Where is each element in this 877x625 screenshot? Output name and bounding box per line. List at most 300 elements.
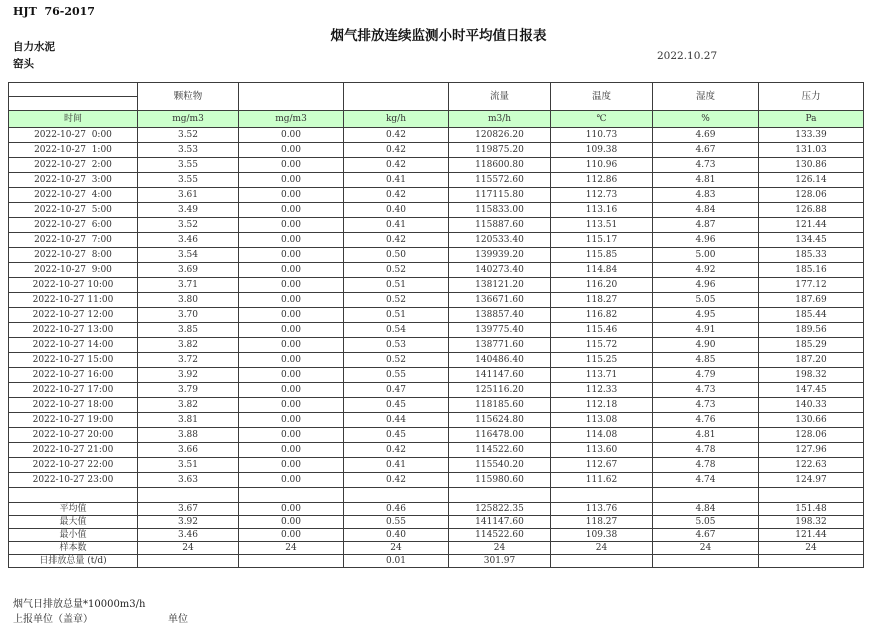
report-table-head <box>9 83 864 128</box>
value-cell: 115.85 <box>551 248 653 263</box>
value-cell: 113.16 <box>551 203 653 218</box>
value-cell: 117115.80 <box>449 188 551 203</box>
summary-value-cell <box>551 555 653 568</box>
summary-value-cell: 118.27 <box>551 516 653 529</box>
value-cell: 3.52 <box>138 128 239 143</box>
value-cell: 3.92 <box>138 368 239 383</box>
value-cell: 115.17 <box>551 233 653 248</box>
summary-label-cell: 最小值 <box>9 529 138 542</box>
footer-unit-label: 单位 <box>168 614 188 625</box>
value-cell: 0.44 <box>344 413 449 428</box>
value-cell: 0.42 <box>344 143 449 158</box>
value-cell: 4.69 <box>653 128 759 143</box>
summary-value-cell: 113.76 <box>551 503 653 516</box>
value-cell: 115540.20 <box>449 458 551 473</box>
unit-header-cell: mg/m3 <box>138 111 239 128</box>
unit-header-row <box>9 111 864 128</box>
value-cell: 0.00 <box>239 173 344 188</box>
table-row <box>9 338 864 353</box>
time-cell: 2022-10-27 11:00 <box>9 293 138 308</box>
value-cell: 4.74 <box>653 473 759 488</box>
value-cell: 3.61 <box>138 188 239 203</box>
value-cell: 4.78 <box>653 458 759 473</box>
value-cell: 0.00 <box>239 473 344 488</box>
value-cell: 4.92 <box>653 263 759 278</box>
group-header-row <box>9 83 864 111</box>
value-cell: 0.45 <box>344 398 449 413</box>
time-cell: 2022-10-27 8:00 <box>9 248 138 263</box>
summary-value-cell <box>759 555 864 568</box>
value-cell: 4.90 <box>653 338 759 353</box>
value-cell: 3.70 <box>138 308 239 323</box>
value-cell: 0.42 <box>344 128 449 143</box>
value-cell: 0.42 <box>344 233 449 248</box>
value-cell: 113.08 <box>551 413 653 428</box>
value-cell: 140273.40 <box>449 263 551 278</box>
report-title: 烟气排放连续监测小时平均值日报表 <box>330 28 547 44</box>
value-cell: 0.00 <box>239 218 344 233</box>
value-cell: 0.00 <box>239 263 344 278</box>
standard-code: HJT 76-2017 <box>13 5 95 18</box>
table-row <box>9 368 864 383</box>
time-cell: 2022-10-27 22:00 <box>9 458 138 473</box>
value-cell: 119875.20 <box>449 143 551 158</box>
time-header-cell: 时间 <box>9 111 138 128</box>
table-row <box>9 203 864 218</box>
company-name: 自力水泥 <box>13 41 55 53</box>
summary-value-cell: 0.55 <box>344 516 449 529</box>
table-row <box>9 188 864 203</box>
summary-row <box>9 555 864 568</box>
value-cell: 3.82 <box>138 398 239 413</box>
summary-label-cell: 日排放总量 (t/d) <box>9 555 138 568</box>
value-cell: 118600.80 <box>449 158 551 173</box>
value-cell: 3.46 <box>138 233 239 248</box>
empty-cell <box>653 488 759 503</box>
table-row <box>9 218 864 233</box>
value-cell: 0.53 <box>344 338 449 353</box>
value-cell: 0.54 <box>344 323 449 338</box>
value-cell: 114.08 <box>551 428 653 443</box>
value-cell: 0.00 <box>239 278 344 293</box>
table-row <box>9 443 864 458</box>
spacer-row <box>9 488 864 503</box>
value-cell: 115980.60 <box>449 473 551 488</box>
table-row <box>9 308 864 323</box>
value-cell: 0.00 <box>239 248 344 263</box>
value-cell: 0.00 <box>239 308 344 323</box>
value-cell: 0.00 <box>239 458 344 473</box>
value-cell: 115572.60 <box>449 173 551 188</box>
group-header-cell <box>239 83 344 111</box>
value-cell: 0.52 <box>344 263 449 278</box>
summary-value-cell: 4.67 <box>653 529 759 542</box>
summary-value-cell: 24 <box>344 542 449 555</box>
time-group-header-cell <box>9 83 138 111</box>
value-cell: 4.96 <box>653 233 759 248</box>
value-cell: 0.51 <box>344 308 449 323</box>
value-cell: 114.84 <box>551 263 653 278</box>
value-cell: 131.03 <box>759 143 864 158</box>
value-cell: 4.78 <box>653 443 759 458</box>
value-cell: 3.51 <box>138 458 239 473</box>
value-cell: 0.52 <box>344 353 449 368</box>
summary-value-cell: 151.48 <box>759 503 864 516</box>
value-cell: 4.67 <box>653 143 759 158</box>
value-cell: 3.55 <box>138 158 239 173</box>
footer-total-note: 烟气日排放总量*10000m3/h <box>13 599 146 610</box>
table-row <box>9 173 864 188</box>
group-header-cell: 颗粒物 <box>138 83 239 111</box>
table-row <box>9 143 864 158</box>
time-cell: 2022-10-27 1:00 <box>9 143 138 158</box>
time-cell: 2022-10-27 16:00 <box>9 368 138 383</box>
summary-value-cell: 0.40 <box>344 529 449 542</box>
value-cell: 0.42 <box>344 188 449 203</box>
value-cell: 3.55 <box>138 173 239 188</box>
value-cell: 126.14 <box>759 173 864 188</box>
group-header-cell: 湿度 <box>653 83 759 111</box>
summary-value-cell: 114522.60 <box>449 529 551 542</box>
value-cell: 120533.40 <box>449 233 551 248</box>
value-cell: 0.41 <box>344 458 449 473</box>
table-row <box>9 383 864 398</box>
time-cell: 2022-10-27 20:00 <box>9 428 138 443</box>
empty-cell <box>344 488 449 503</box>
value-cell: 140.33 <box>759 398 864 413</box>
value-cell: 0.00 <box>239 413 344 428</box>
value-cell: 110.96 <box>551 158 653 173</box>
time-cell: 2022-10-27 7:00 <box>9 233 138 248</box>
summary-label-cell: 平均值 <box>9 503 138 516</box>
value-cell: 0.00 <box>239 188 344 203</box>
value-cell: 113.71 <box>551 368 653 383</box>
report-table-body <box>9 128 864 568</box>
value-cell: 128.06 <box>759 188 864 203</box>
table-row <box>9 323 864 338</box>
summary-value-cell: 5.05 <box>653 516 759 529</box>
value-cell: 0.00 <box>239 353 344 368</box>
time-cell: 2022-10-27 19:00 <box>9 413 138 428</box>
time-cell: 2022-10-27 21:00 <box>9 443 138 458</box>
summary-value-cell: 125822.35 <box>449 503 551 516</box>
value-cell: 112.33 <box>551 383 653 398</box>
report-date: 2022.10.27 <box>657 50 718 62</box>
value-cell: 4.73 <box>653 158 759 173</box>
unit-header-cell: ℃ <box>551 111 653 128</box>
value-cell: 139775.40 <box>449 323 551 338</box>
summary-value-cell: 3.67 <box>138 503 239 516</box>
table-row <box>9 233 864 248</box>
value-cell: 0.00 <box>239 338 344 353</box>
table-row <box>9 278 864 293</box>
summary-value-cell: 24 <box>551 542 653 555</box>
value-cell: 0.00 <box>239 443 344 458</box>
summary-value-cell: 3.92 <box>138 516 239 529</box>
value-cell: 3.66 <box>138 443 239 458</box>
value-cell: 185.33 <box>759 248 864 263</box>
value-cell: 0.42 <box>344 443 449 458</box>
time-cell: 2022-10-27 5:00 <box>9 203 138 218</box>
value-cell: 0.51 <box>344 278 449 293</box>
value-cell: 3.63 <box>138 473 239 488</box>
value-cell: 133.39 <box>759 128 864 143</box>
value-cell: 125116.20 <box>449 383 551 398</box>
time-cell: 2022-10-27 17:00 <box>9 383 138 398</box>
table-row <box>9 398 864 413</box>
value-cell: 115624.80 <box>449 413 551 428</box>
value-cell: 115833.00 <box>449 203 551 218</box>
table-row <box>9 428 864 443</box>
value-cell: 0.00 <box>239 383 344 398</box>
value-cell: 3.81 <box>138 413 239 428</box>
value-cell: 0.52 <box>344 293 449 308</box>
summary-value-cell <box>653 555 759 568</box>
empty-cell <box>138 488 239 503</box>
value-cell: 114522.60 <box>449 443 551 458</box>
value-cell: 0.00 <box>239 368 344 383</box>
value-cell: 112.73 <box>551 188 653 203</box>
group-header-cell: 流量 <box>449 83 551 111</box>
value-cell: 115.72 <box>551 338 653 353</box>
summary-value-cell: 141147.60 <box>449 516 551 529</box>
value-cell: 115887.60 <box>449 218 551 233</box>
value-cell: 138857.40 <box>449 308 551 323</box>
split-cell-bottom <box>9 97 137 110</box>
value-cell: 110.73 <box>551 128 653 143</box>
value-cell: 113.51 <box>551 218 653 233</box>
value-cell: 116.82 <box>551 308 653 323</box>
table-row <box>9 293 864 308</box>
value-cell: 112.67 <box>551 458 653 473</box>
value-cell: 0.41 <box>344 173 449 188</box>
table-row <box>9 158 864 173</box>
summary-value-cell <box>138 555 239 568</box>
summary-value-cell: 0.01 <box>344 555 449 568</box>
value-cell: 187.69 <box>759 293 864 308</box>
empty-cell <box>449 488 551 503</box>
table-row <box>9 413 864 428</box>
summary-row <box>9 529 864 542</box>
value-cell: 136671.60 <box>449 293 551 308</box>
unit-header-cell: mg/m3 <box>239 111 344 128</box>
time-cell: 2022-10-27 6:00 <box>9 218 138 233</box>
value-cell: 112.18 <box>551 398 653 413</box>
value-cell: 3.49 <box>138 203 239 218</box>
value-cell: 0.00 <box>239 203 344 218</box>
value-cell: 0.55 <box>344 368 449 383</box>
time-cell: 2022-10-27 14:00 <box>9 338 138 353</box>
group-header-cell: 温度 <box>551 83 653 111</box>
value-cell: 4.73 <box>653 398 759 413</box>
value-cell: 187.20 <box>759 353 864 368</box>
value-cell: 112.86 <box>551 173 653 188</box>
value-cell: 126.88 <box>759 203 864 218</box>
value-cell: 4.96 <box>653 278 759 293</box>
station-name: 窑头 <box>13 58 34 70</box>
empty-cell <box>9 488 138 503</box>
value-cell: 0.00 <box>239 128 344 143</box>
value-cell: 0.00 <box>239 233 344 248</box>
value-cell: 4.87 <box>653 218 759 233</box>
value-cell: 111.62 <box>551 473 653 488</box>
empty-cell <box>551 488 653 503</box>
value-cell: 127.96 <box>759 443 864 458</box>
table-row <box>9 128 864 143</box>
value-cell: 198.32 <box>759 368 864 383</box>
summary-value-cell: 0.46 <box>344 503 449 516</box>
value-cell: 185.44 <box>759 308 864 323</box>
value-cell: 5.00 <box>653 248 759 263</box>
value-cell: 120826.20 <box>449 128 551 143</box>
value-cell: 0.40 <box>344 203 449 218</box>
value-cell: 3.80 <box>138 293 239 308</box>
group-header-cell: 压力 <box>759 83 864 111</box>
value-cell: 0.00 <box>239 398 344 413</box>
report-table <box>8 82 864 568</box>
value-cell: 0.45 <box>344 428 449 443</box>
value-cell: 3.72 <box>138 353 239 368</box>
value-cell: 3.69 <box>138 263 239 278</box>
value-cell: 115.46 <box>551 323 653 338</box>
value-cell: 4.73 <box>653 383 759 398</box>
time-cell: 2022-10-27 3:00 <box>9 173 138 188</box>
value-cell: 109.38 <box>551 143 653 158</box>
unit-header-cell: m3/h <box>449 111 551 128</box>
value-cell: 0.00 <box>239 293 344 308</box>
value-cell: 141147.60 <box>449 368 551 383</box>
value-cell: 0.00 <box>239 323 344 338</box>
empty-cell <box>239 488 344 503</box>
value-cell: 0.00 <box>239 158 344 173</box>
time-cell: 2022-10-27 10:00 <box>9 278 138 293</box>
group-header-cell <box>344 83 449 111</box>
summary-value-cell: 0.00 <box>239 529 344 542</box>
value-cell: 140486.40 <box>449 353 551 368</box>
value-cell: 3.54 <box>138 248 239 263</box>
value-cell: 4.76 <box>653 413 759 428</box>
summary-value-cell: 0.00 <box>239 516 344 529</box>
value-cell: 0.00 <box>239 428 344 443</box>
value-cell: 177.12 <box>759 278 864 293</box>
table-row <box>9 248 864 263</box>
value-cell: 3.82 <box>138 338 239 353</box>
summary-value-cell: 301.97 <box>449 555 551 568</box>
unit-header-cell: kg/h <box>344 111 449 128</box>
time-cell: 2022-10-27 2:00 <box>9 158 138 173</box>
summary-row <box>9 542 864 555</box>
summary-value-cell: 0.00 <box>239 503 344 516</box>
value-cell: 130.86 <box>759 158 864 173</box>
summary-value-cell: 198.32 <box>759 516 864 529</box>
value-cell: 185.29 <box>759 338 864 353</box>
value-cell: 118185.60 <box>449 398 551 413</box>
value-cell: 116478.00 <box>449 428 551 443</box>
value-cell: 4.79 <box>653 368 759 383</box>
unit-header-cell: % <box>653 111 759 128</box>
summary-label-cell: 最大值 <box>9 516 138 529</box>
value-cell: 4.95 <box>653 308 759 323</box>
value-cell: 4.91 <box>653 323 759 338</box>
value-cell: 134.45 <box>759 233 864 248</box>
time-cell: 2022-10-27 13:00 <box>9 323 138 338</box>
summary-value-cell <box>239 555 344 568</box>
value-cell: 4.84 <box>653 203 759 218</box>
value-cell: 0.47 <box>344 383 449 398</box>
split-cell-top <box>9 83 137 97</box>
time-cell: 2022-10-27 15:00 <box>9 353 138 368</box>
summary-value-cell: 24 <box>138 542 239 555</box>
summary-value-cell: 4.84 <box>653 503 759 516</box>
value-cell: 3.85 <box>138 323 239 338</box>
value-cell: 189.56 <box>759 323 864 338</box>
time-cell: 2022-10-27 23:00 <box>9 473 138 488</box>
value-cell: 0.50 <box>344 248 449 263</box>
summary-value-cell: 121.44 <box>759 529 864 542</box>
value-cell: 0.42 <box>344 158 449 173</box>
time-cell: 2022-10-27 12:00 <box>9 308 138 323</box>
table-row <box>9 458 864 473</box>
time-cell: 2022-10-27 9:00 <box>9 263 138 278</box>
time-cell: 2022-10-27 4:00 <box>9 188 138 203</box>
value-cell: 116.20 <box>551 278 653 293</box>
summary-label-cell: 样本数 <box>9 542 138 555</box>
value-cell: 3.79 <box>138 383 239 398</box>
table-row <box>9 263 864 278</box>
value-cell: 128.06 <box>759 428 864 443</box>
value-cell: 115.25 <box>551 353 653 368</box>
value-cell: 122.63 <box>759 458 864 473</box>
footer-report-unit-label: 上报单位（盖章） <box>13 614 93 625</box>
value-cell: 3.53 <box>138 143 239 158</box>
value-cell: 138771.60 <box>449 338 551 353</box>
value-cell: 0.41 <box>344 218 449 233</box>
value-cell: 3.71 <box>138 278 239 293</box>
value-cell: 139939.20 <box>449 248 551 263</box>
table-row <box>9 353 864 368</box>
time-cell: 2022-10-27 18:00 <box>9 398 138 413</box>
value-cell: 185.16 <box>759 263 864 278</box>
value-cell: 121.44 <box>759 218 864 233</box>
value-cell: 4.81 <box>653 428 759 443</box>
table-row <box>9 473 864 488</box>
summary-value-cell: 24 <box>653 542 759 555</box>
value-cell: 147.45 <box>759 383 864 398</box>
value-cell: 0.42 <box>344 473 449 488</box>
summary-row <box>9 516 864 529</box>
value-cell: 4.83 <box>653 188 759 203</box>
value-cell: 138121.20 <box>449 278 551 293</box>
summary-value-cell: 24 <box>449 542 551 555</box>
value-cell: 4.85 <box>653 353 759 368</box>
empty-cell <box>759 488 864 503</box>
summary-value-cell: 109.38 <box>551 529 653 542</box>
value-cell: 113.60 <box>551 443 653 458</box>
summary-value-cell: 24 <box>239 542 344 555</box>
value-cell: 0.00 <box>239 143 344 158</box>
value-cell: 4.81 <box>653 173 759 188</box>
time-cell: 2022-10-27 0:00 <box>9 128 138 143</box>
value-cell: 130.66 <box>759 413 864 428</box>
summary-value-cell: 24 <box>759 542 864 555</box>
value-cell: 118.27 <box>551 293 653 308</box>
unit-header-cell: Pa <box>759 111 864 128</box>
value-cell: 5.05 <box>653 293 759 308</box>
summary-value-cell: 3.46 <box>138 529 239 542</box>
value-cell: 3.52 <box>138 218 239 233</box>
summary-row <box>9 503 864 516</box>
value-cell: 124.97 <box>759 473 864 488</box>
